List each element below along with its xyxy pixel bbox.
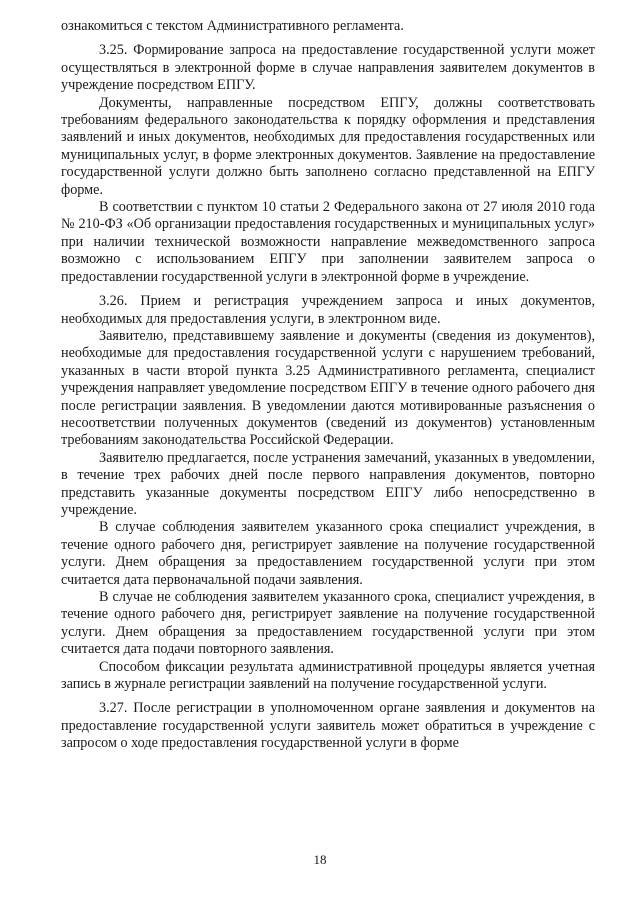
- paragraph-epgu-documents: Документы, направленные посредством ЕПГУ, должны соответствовать требованиям федерального законодательства к порядку оформления и представления заявлений и иных документов, необходимых для предоставления государственных или муниципальных услуг, в форме электронных документов. Заявление на предоставление государственной услуги должно быть заполнено согласно представленной на ЕПГУ форме.: [61, 94, 595, 198]
- paragraph-federal-law: В соответствии с пунктом 10 статьи 2 Федерального закона от 27 июля 2010 года № 210-ФЗ «Об организации предоставления государственных и муниципальных услуг» при наличии технической возможности направление межведомственного запроса возможно с использованием ЕПГУ при заполнении заявителем запроса о предоставлении государственной услуги в электронной форме в учреждение.: [61, 199, 595, 285]
- paragraph-3-27: 3.27. После регистрации в уполномоченном органе заявления и документов на предоставление государственной услуги заявитель может обратиться в учреждение с запросом о ходе предоставления государственной услуги в форме: [61, 700, 595, 752]
- paragraph-result-recording: Способом фиксации результата административной процедуры является учетная запись в журнале регистрации заявлений на получение государственной услуги.: [61, 658, 595, 693]
- document-body: [61, 18, 595, 753]
- paragraph-3-25: 3.25. Формирование запроса на предоставление государственной услуги может осуществляться в электронной форме в случае направления заявителем документов в учреждение посредством ЕПГУ.: [61, 42, 595, 94]
- paragraph-deadline-missed: В случае не соблюдения заявителем указанного срока, специалист учреждения, в течение одного рабочего дня, регистрирует заявление на получение государственной услуги. Днем обращения за предоставлением государственной услуги при этом считается дата подачи повторного заявления.: [61, 589, 595, 658]
- paragraph-resubmission: Заявителю предлагается, после устранения замечаний, указанных в уведомлении, в течение трех рабочих дней после первого направления документов, повторно представить указанные документы посредством ЕПГУ либо непосредственно в учреждение.: [61, 449, 595, 518]
- paragraph-deadline-met: В случае соблюдения заявителем указанного срока специалист учреждения, в течение одного рабочего дня, регистрирует заявление на получение государственной услуги. Днем обращения за предоставлением государственной услуги при этом считается дата первоначальной подачи заявления.: [61, 519, 595, 588]
- paragraph-applicant-notification: Заявителю, представившему заявление и документы (сведения из документов), необходимые для предоставления государственной услуги с нарушением требований, указанных в части второй пункта 3.25 Административного регламента, специалист учреждения направляет уведомление посредством ЕПГУ в течение одного рабочего дня после регистрации заявления. В уведомлении даются мотивированные разъяснения о несоответствии полученных документов (сведений из документов) установленным требованиям законодательства Российской Федерации.: [61, 327, 595, 449]
- page-number: 18: [313, 852, 327, 867]
- paragraph-continuation: ознакомиться с текстом Административного регламента.: [61, 18, 404, 34]
- paragraph-3-26: 3.26. Прием и регистрация учреждением запроса и иных документов, необходимых для предоставления услуги, в электронном виде.: [61, 293, 595, 327]
